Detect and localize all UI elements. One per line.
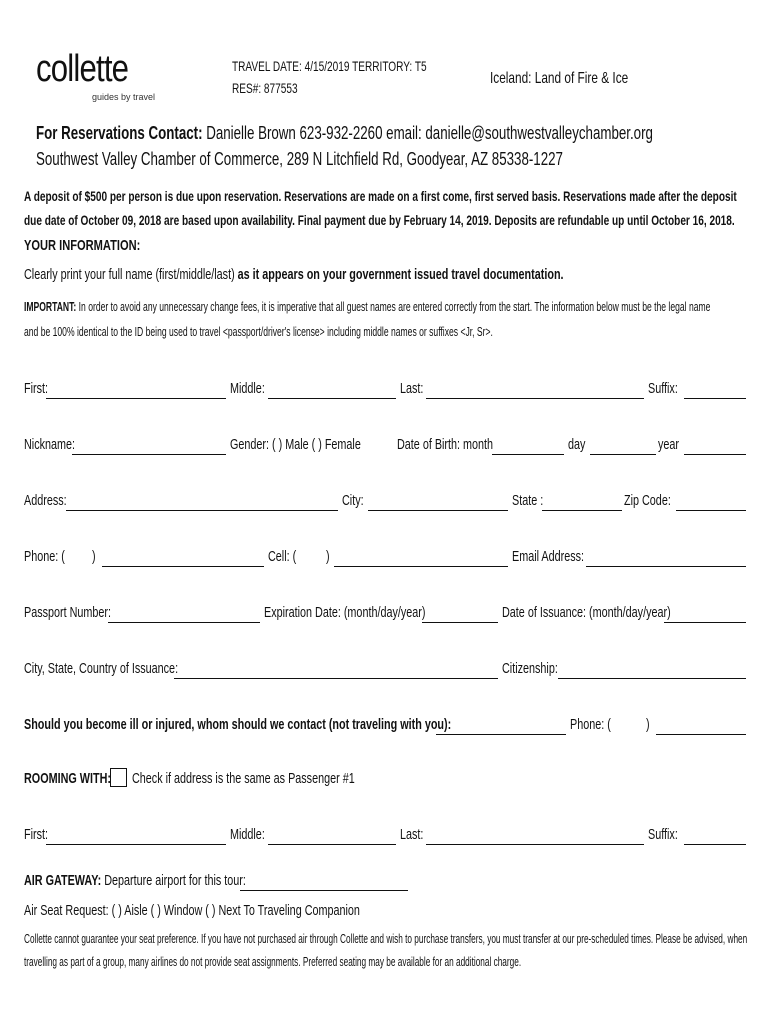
dob-month-field[interactable] [492,454,564,455]
emergency-label: Should you become ill or injured, whom should we contact (not traveling with you): [24,716,452,733]
gender-options[interactable]: Gender: ( ) Male ( ) Female [230,436,361,453]
your-information-heading: YOUR INFORMATION: [24,237,141,254]
same-address-checkbox[interactable] [110,768,127,787]
emergency-phone-close: ) [646,716,650,733]
passport-field[interactable] [108,622,260,623]
collette-logo [36,48,156,112]
emergency-contact-field[interactable] [436,734,566,735]
gateway-field[interactable] [240,890,408,891]
address-field[interactable] [66,510,338,511]
state-field[interactable] [542,510,622,511]
first-field[interactable] [46,398,226,399]
city-label: City: [342,492,364,509]
phone-close: ) [92,548,96,565]
seat-row [24,902,746,924]
zip-label: Zip Code: [624,492,671,509]
deposit-terms: A deposit of $500 per person is due upon reservation. Reservations are made on a first come, first served basis. Reservations made after the deposit due date of October 09, 2018 are based upon availability. Final payment due by February 14, 2019. Deposits are refundable up until October 16, 2018. [24,188,737,228]
seat-disclaimer: Collette cannot guarantee your seat preference. If you have not purchased air through Collette and wish to purchase transfers, you must transfer at our pre-scheduled times. Please be advised, when travelling as part of a group, many airlines do not provide seat assignments. Preferred seating may be available for an additional charge. [24,932,748,969]
travel-date-territory: TRAVEL DATE: 4/15/2019 TERRITORY: T5 [232,58,427,74]
tour-title: Iceland: Land of Fire & Ice [490,70,629,87]
roommate-first-label: First: [24,826,48,843]
nickname-field[interactable] [72,454,226,455]
logo-tagline: guides by travel [92,92,156,102]
suffix-label: Suffix: [648,380,678,397]
gateway-row [24,872,746,894]
roommate-suffix-label: Suffix: [648,826,678,843]
reservation-number: RES#: 877553 [232,80,298,96]
city-field[interactable] [368,510,508,511]
issuance-label: Date of Issuance: (month/day/year) [502,604,671,621]
address-label: Address: [24,492,67,509]
logo-wordmark: collette [36,48,129,90]
roommate-first-field[interactable] [46,844,226,845]
first-label: First: [24,380,48,397]
contact-address: Southwest Valley Chamber of Commerce, 289 N Litchfield Rd, Goodyear, AZ 85338-1227 [36,149,563,169]
same-address-label: Check if address is the same as Passenger #1 [132,770,355,787]
nickname-label: Nickname: [24,436,76,453]
email-field[interactable] [586,566,746,567]
roommate-last-label: Last: [400,826,424,843]
dob-day-field[interactable] [590,454,656,455]
phone-row [24,548,746,570]
expiration-field[interactable] [422,622,498,623]
roommate-middle-field[interactable] [268,844,396,845]
cell-close: ) [326,548,330,565]
phone-label: Phone: ( [24,548,65,565]
gateway-text [24,872,246,889]
gateway-description: Departure airport for this tour: [101,872,246,889]
dob-year-field[interactable] [684,454,746,455]
dob-month-label: Date of Birth: month [397,436,494,453]
roommate-name-row [24,826,746,848]
roommate-last-field[interactable] [426,844,644,845]
name-instruction-bold: as it appears on your government issued travel documentation. [237,266,564,283]
cell-label: Cell: ( [268,548,297,565]
name-row [24,380,746,402]
nickname-row [24,436,746,458]
state-label: State : [512,492,544,509]
emergency-phone-label: Phone: ( [570,716,611,733]
dob-year-label: year [658,436,680,453]
name-instruction [24,266,564,283]
middle-field[interactable] [268,398,396,399]
dob-day-label: day [568,436,586,453]
emergency-row [24,716,746,738]
issuance-field[interactable] [664,622,746,623]
email-label: Email Address: [512,548,585,565]
middle-label: Middle: [230,380,265,397]
seat-request-options[interactable]: Air Seat Request: ( ) Aisle ( ) Window ( ) Next To Traveling Companion [24,902,360,919]
rooming-row [24,770,746,792]
important-text: In order to avoid any unnecessary change fees, it is imperative that all guest names are entered correctly from the start. The information below must be the legal name and be 100% identical to the ID being used to travel <passport/driver's license> including middle names or suffixes <Jr, Sr>. [24,299,711,339]
roommate-suffix-field[interactable] [684,844,746,845]
emergency-phone-field[interactable] [656,734,746,735]
roommate-middle-label: Middle: [230,826,265,843]
address-row [24,492,746,514]
zip-field[interactable] [676,510,746,511]
phone-field[interactable] [102,566,264,567]
important-label: IMPORTANT: [24,299,77,314]
important-note [24,294,724,344]
gateway-label: AIR GATEWAY: [24,872,102,889]
suffix-field[interactable] [684,398,746,399]
last-field[interactable] [426,398,644,399]
travel-meta [232,55,491,99]
issuance-place-label: City, State, Country of Issuance: [24,660,179,677]
expiration-label: Expiration Date: (month/day/year) [264,604,426,621]
cell-field[interactable] [334,566,508,567]
issuance-place-field[interactable] [174,678,498,679]
passport-label: Passport Number: [24,604,112,621]
rooming-label: ROOMING WITH: [24,770,111,787]
reservation-contact [36,120,653,172]
issuance-place-row [24,660,746,682]
passport-row [24,604,746,626]
contact-details: Danielle Brown 623-932-2260 email: danielle@southwestvalleychamber.org [202,123,653,143]
citizenship-field[interactable] [558,678,746,679]
contact-label: For Reservations Contact: [36,123,203,143]
name-instruction-plain: Clearly print your full name (first/middle/last) [24,266,238,283]
last-label: Last: [400,380,424,397]
citizenship-label: Citizenship: [502,660,558,677]
